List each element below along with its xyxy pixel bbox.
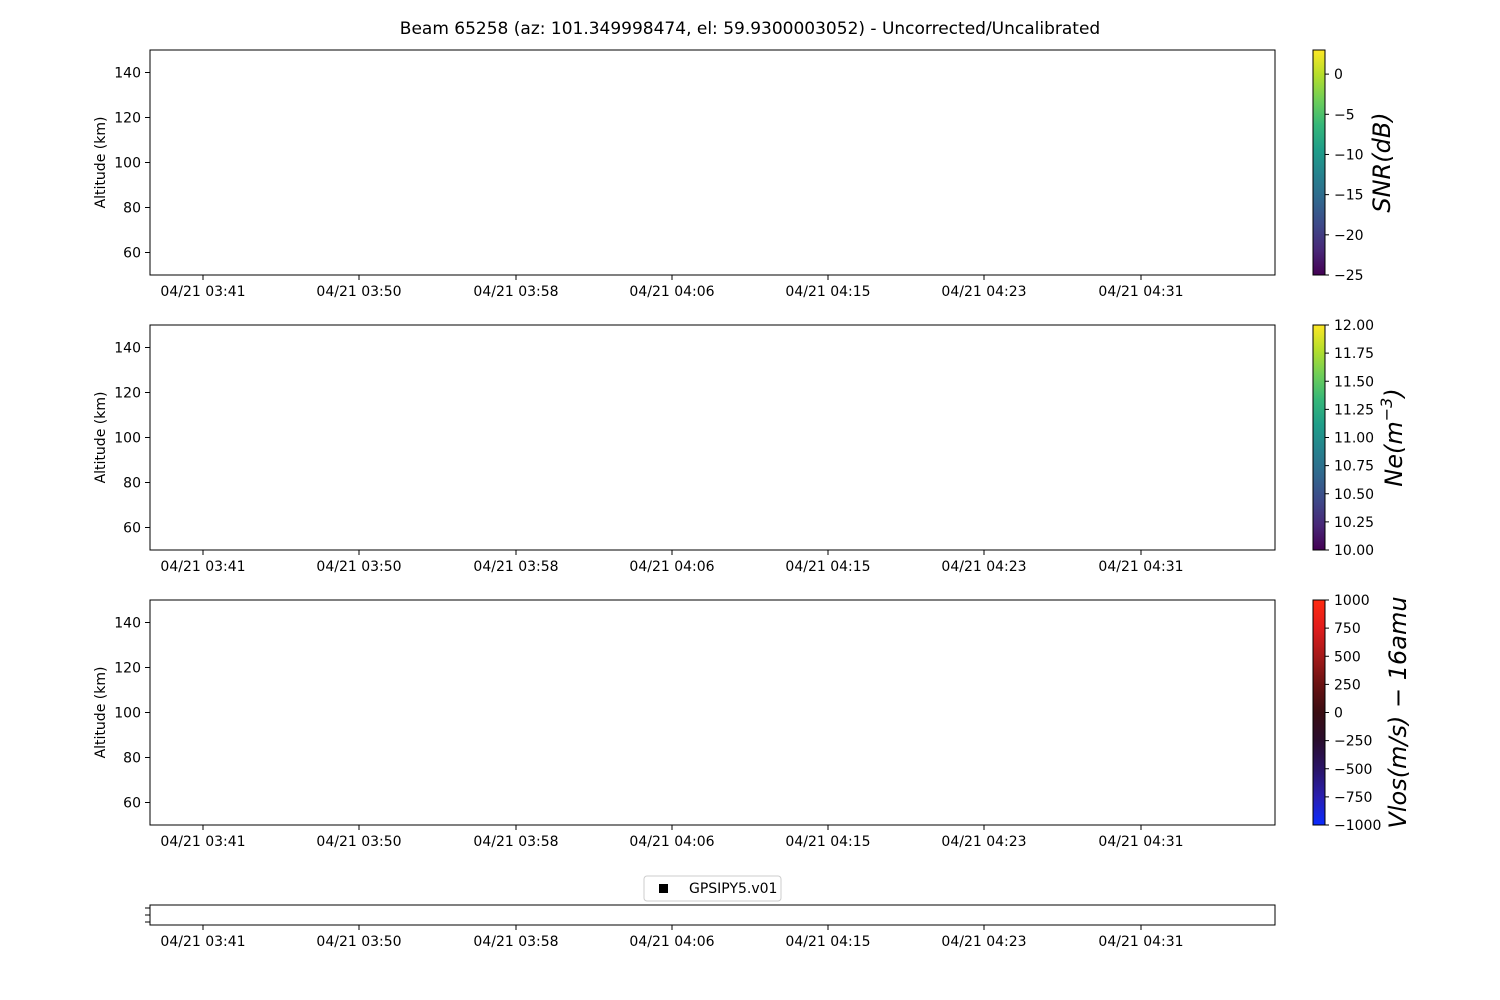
y-axis-label: Altitude (km): [93, 666, 109, 759]
colorbar-tick-label: −500: [1334, 761, 1373, 778]
y-tick-label: 140: [114, 615, 141, 632]
y-tick-label: 120: [114, 110, 141, 127]
x-tick-label: 04/21 03:58: [473, 559, 559, 575]
y-tick-label: 60: [123, 245, 141, 262]
y-tick-label: 60: [123, 795, 141, 812]
chart-panel-4: [145, 876, 1275, 950]
colorbar: [1313, 325, 1325, 550]
colorbar-tick-label: 0: [1334, 705, 1343, 722]
x-tick-label: 04/21 04:15: [785, 834, 871, 850]
colorbar-tick-label: 750: [1334, 621, 1361, 638]
x-tick-label: 04/21 03:50: [316, 284, 402, 300]
colorbar-tick-label: −250: [1334, 733, 1373, 750]
x-tick-label: 04/21 04:23: [941, 559, 1027, 575]
x-tick-label: 04/21 04:06: [629, 559, 715, 575]
colorbar-tick-label: 10.25: [1334, 514, 1375, 531]
x-tick-label: 04/21 03:41: [160, 284, 246, 300]
plot-area: [150, 600, 1275, 825]
colorbar-tick-label: 11.75: [1334, 346, 1375, 363]
x-tick-label: 04/21 04:23: [941, 834, 1027, 850]
y-tick-label: 100: [114, 155, 141, 172]
y-tick-label: 140: [114, 65, 141, 82]
chart-panel-3: [93, 593, 1412, 850]
legend: [644, 876, 781, 901]
x-tick-label: 04/21 04:31: [1098, 934, 1184, 950]
y-tick-label: 120: [114, 385, 141, 402]
colorbar-tick-label: −25: [1334, 268, 1364, 284]
x-tick-label: 04/21 04:23: [941, 934, 1027, 950]
colorbar-tick-label: −1000: [1334, 818, 1382, 834]
panels: [93, 50, 1412, 950]
colorbar: [1313, 600, 1325, 825]
x-tick-label: 04/21 04:31: [1098, 834, 1184, 850]
x-tick-label: 04/21 03:41: [160, 559, 246, 575]
colorbar-label: SNR(dB): [1368, 112, 1396, 213]
chart-panel-1: [93, 50, 1396, 300]
colorbar-tick-label: 11.00: [1334, 430, 1375, 447]
y-tick-label: 80: [123, 200, 141, 217]
colorbar-tick-label: 11.25: [1334, 402, 1375, 419]
y-tick-label: 140: [114, 340, 141, 357]
chart-title: Beam 65258 (az: 101.349998474, el: 59.9300003052) - Uncorrected/Uncalibrated: [399, 19, 1101, 39]
x-tick-label: 04/21 04:06: [629, 834, 715, 850]
colorbar-tick-label: 1000: [1334, 593, 1370, 609]
x-tick-label: 04/21 03:50: [316, 559, 402, 575]
legend-label: GPSIPY5.v01: [689, 881, 778, 897]
colorbar-tick-label: 11.50: [1334, 374, 1375, 391]
y-tick-label: 120: [114, 660, 141, 677]
colorbar-tick-label: −10: [1334, 147, 1364, 164]
y-axis-label: Altitude (km): [93, 116, 109, 209]
x-tick-label: 04/21 04:31: [1098, 284, 1184, 300]
colorbar: [1313, 50, 1325, 275]
x-tick-label: 04/21 04:15: [785, 559, 871, 575]
x-tick-label: 04/21 04:15: [785, 934, 871, 950]
colorbar-label: $Ne(m^{-3})$: [1377, 388, 1408, 487]
chart-panel-2: [93, 318, 1408, 575]
colorbar-tick-label: 0: [1334, 67, 1343, 84]
colorbar-tick-label: −750: [1334, 789, 1373, 806]
x-tick-label: 04/21 04:06: [629, 934, 715, 950]
colorbar-label: Vlos(m/s) − 16amu: [1384, 596, 1412, 829]
colorbar-tick-label: −15: [1334, 187, 1364, 204]
y-tick-label: 80: [123, 475, 141, 492]
x-tick-label: 04/21 04:06: [629, 284, 715, 300]
x-tick-label: 04/21 03:41: [160, 834, 246, 850]
plot-area: [150, 905, 1275, 925]
colorbar-tick-label: 10.00: [1334, 543, 1375, 559]
x-tick-label: 04/21 03:50: [316, 834, 402, 850]
colorbar-tick-label: −20: [1334, 227, 1364, 244]
x-tick-label: 04/21 03:58: [473, 834, 559, 850]
colorbar-tick-label: −5: [1334, 107, 1355, 124]
y-tick-label: 100: [114, 705, 141, 722]
plot-area: [150, 325, 1275, 550]
y-tick-label: 80: [123, 750, 141, 767]
x-tick-label: 04/21 03:50: [316, 934, 402, 950]
legend-marker: [659, 884, 668, 893]
x-tick-label: 04/21 04:31: [1098, 559, 1184, 575]
colorbar-tick-label: 500: [1334, 649, 1361, 666]
plot-area: [150, 50, 1275, 275]
x-tick-label: 04/21 03:41: [160, 934, 246, 950]
colorbar-tick-label: 10.50: [1334, 486, 1375, 503]
x-tick-label: 04/21 03:58: [473, 284, 559, 300]
colorbar-tick-label: 12.00: [1334, 318, 1375, 334]
y-tick-label: 60: [123, 520, 141, 537]
colorbar-tick-label: 10.75: [1334, 458, 1375, 475]
x-tick-label: 04/21 04:15: [785, 284, 871, 300]
colorbar-tick-label: 250: [1334, 677, 1361, 694]
y-axis-label: Altitude (km): [93, 391, 109, 484]
y-tick-label: 100: [114, 430, 141, 447]
x-tick-label: 04/21 03:58: [473, 934, 559, 950]
x-tick-label: 04/21 04:23: [941, 284, 1027, 300]
